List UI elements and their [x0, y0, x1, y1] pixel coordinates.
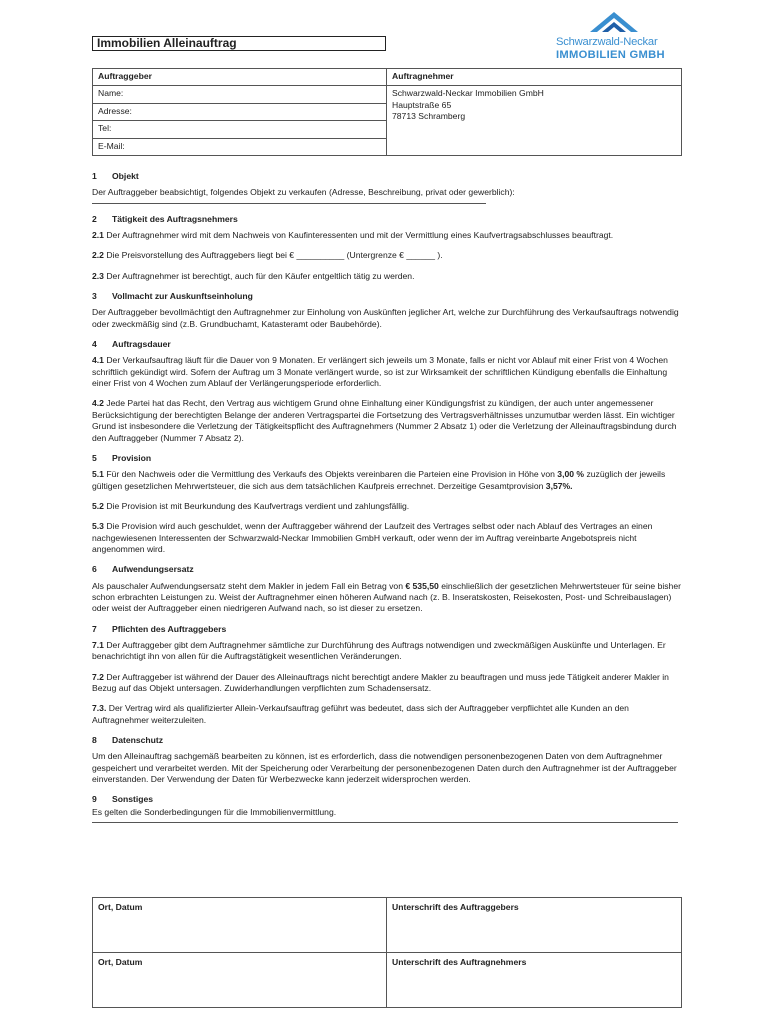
paragraph: 7.3. Der Vertrag wird als qualifizierter Allein-Verkaufsauftrag geführt was bedeutet, dass sich der Auftraggeber verpflichtet alle Kunden an den Auftragnehmer weiterzuleiten.	[92, 703, 629, 725]
client-address-field[interactable]: Adresse:	[93, 103, 387, 120]
agent-address	[387, 86, 682, 156]
party-table	[92, 68, 682, 156]
agent-street: Hauptstraße 65	[392, 99, 452, 110]
paragraph: 2.2 Die Preisvorstellung des Auftraggebers liegt bei € __________ (Untergrenze € ______ ).	[92, 250, 443, 261]
paragraph: Es gelten die Sonderbedingungen für die Immobilienvermittlung.	[92, 806, 337, 817]
section-heading: 6 Aufwendungsersatz	[92, 564, 194, 575]
signature-agent[interactable]: Unterschrift des Auftragnehmers	[387, 953, 682, 1008]
paragraph: 5.3 Die Provision wird auch geschuldet, wenn der Auftraggeber während der Laufzeit des Vertrages selbst oder nach Ablauf des Vertrages an einen nachgewiesenen Interessenten der Schwarzwald-Neckar Immobilien GmbH verkauft, oder wenn der im Auftrag vereinbarte Angebotspreis nicht angenommen wird.	[92, 521, 653, 554]
logo-line-2: IMMOBILIEN GMBH	[556, 48, 665, 61]
agent-company: Schwarzwald-Neckar Immobilien GmbH	[392, 88, 544, 99]
section-heading: 9 Sonstiges	[92, 794, 154, 805]
paragraph: 7.2 Der Auftraggeber ist während der Dauer des Alleinauftrags nicht berechtigt andere Makler zu beauftragen und muss jede Tätigkeit anderer Makler in Bezug auf das Objekt untersagen. Zuwiderhandlungen verpflichten zum Schadensersatz.	[92, 671, 669, 693]
place-date-agent[interactable]: Ort, Datum	[93, 953, 387, 1008]
paragraph: Um den Alleinauftrag sachgemäß bearbeiten zu können, ist es erforderlich, dass die notwendigen personenbezogenen Daten von dem Auftragnehmer gespeichert und verarbeitet werden. Mit der Speicherung oder Verarbeitung der personenbezogenen Daten durch den Auftragnehmer ist der Auftraggeber einverstanden. Der Verwendung der Daten für Werbezwecke kann jederzeit widersprochen werden.	[92, 751, 677, 785]
place-date-client[interactable]: Ort, Datum	[93, 898, 387, 953]
client-header: Auftraggeber	[93, 69, 387, 86]
section-heading: 3 Vollmacht zur Auskunftseinholung	[92, 291, 253, 302]
house-roof-icon	[586, 10, 642, 34]
signature-table	[92, 897, 682, 1008]
client-email-field[interactable]: E-Mail:	[93, 138, 387, 155]
section-heading: 4 Auftragsdauer	[92, 339, 171, 350]
object-fill-line[interactable]	[92, 203, 486, 204]
agent-header: Auftragnehmer	[387, 69, 682, 86]
agent-city: 78713 Schramberg	[392, 111, 466, 122]
logo-line-1: Schwarzwald-Neckar	[556, 36, 658, 48]
company-logo	[556, 10, 670, 68]
section-heading: 1 Objekt	[92, 171, 139, 181]
paragraph: 5.1 Für den Nachweis oder die Vermittlung des Verkaufs des Objekts vereinbaren die Parteien eine Provision in Höhe von 3,00 % zuzüglich der jeweils gültigen gesetzlichen Mehrwertsteuer, die sich aus dem tatsächlichen Kaufpreis errechnet. Derzeitige Gesamtprovision 3,57%.	[92, 469, 666, 491]
client-name-field[interactable]: Name:	[93, 86, 387, 103]
signature-client[interactable]: Unterschrift des Auftraggebers	[387, 898, 682, 953]
contract-body	[92, 164, 682, 833]
section-heading: 2 Tätigkeit des Auftragsnehmers	[92, 213, 238, 224]
misc-fill-line[interactable]	[92, 822, 678, 823]
paragraph: 7.1 Der Auftraggeber gibt dem Auftragnehmer sämtliche zur Durchführung des Auftrags notwendigen und zweckmäßigen Auskünfte und Unterlagen. Er benachrichtigt ihn von allen für die Auftragstätigkeit wesentlichen Veränderungen.	[92, 639, 666, 662]
client-phone-field[interactable]: Tel:	[93, 121, 387, 138]
section-heading: 5 Provision	[92, 452, 152, 463]
paragraph: 2.1 Der Auftragnehmer wird mit dem Nachweis von Kaufinteressenten und mit der Vermittlung eines Kaufvertragsabschlusses beauftragt.	[92, 230, 614, 241]
paragraph: 4.2 Jede Partei hat das Recht, den Vertrag aus wichtigem Grund ohne Einhaltung einer Kündigungsfrist zu kündigen, der auch unter angemessener Berücksichtigung der berechtigten Belange der anderen Vertragspartei die Fortsetzung des Vertragsverhältnisses unzumutbar werden lässt. Ein wichtiger Grund ist insbesondere die Verletzung der Tätigkeitspflicht des Auftragnehmers (Nummer 2 Absatz 1) oder die Verletzung der Alleinauftragsbindung durch den Auftraggeber (Nummer 7 Absatz 2).	[92, 398, 677, 443]
document-title: Immobilien Alleinauftrag	[92, 36, 386, 51]
section-heading: 7 Pflichten des Auftraggebers	[92, 623, 227, 634]
section-heading: 8 Datenschutz	[92, 735, 164, 746]
paragraph: Der Auftraggeber beabsichtigt, folgendes Objekt zu verkaufen (Adresse, Beschreibung, privat oder gewerblich):	[92, 187, 515, 198]
paragraph: 2.3 Der Auftragnehmer ist berechtigt, auch für den Käufer entgeltlich tätig zu werden.	[92, 270, 415, 281]
paragraph: Als pauschaler Aufwendungsersatz steht dem Makler in jedem Fall ein Betrag von € 535,50 einschließlich der gesetzlichen Mehrwertsteuer für seine bisher schon erbrachten Leistungen zu. Weist der Auftragnehmer einen höheren Aufwand nach (z. B. Inseratskosten, Reisekosten, Post- und Schreibauslagen) oder weist der Auftraggeber einen niedrigeren Aufwand nach, so ist dieser zu ersetzen.	[92, 580, 681, 614]
paragraph: 5.2 Die Provision ist mit Beurkundung des Kaufvertrags verdient und zahlungsfällig.	[92, 500, 410, 511]
paragraph: Der Auftraggeber bevollmächtigt den Auftragnehmer zur Einholung von Auskünften jeglicher Art, welche zur Durchführung des Verkaufsauftrags notwendig oder zweckmäßig sind (z.B. Grundbuchamt, Katasteramt oder Baubehörde).	[92, 307, 679, 329]
paragraph: 4.1 Der Verkaufsauftrag läuft für die Dauer von 9 Monaten. Er verlängert sich jeweils um 3 Monate, falls er nicht vor Ablauf mit einer Frist von 4 Wochen schriftlich gekündigt wird. Sofern der Auftrag um 3 Monate verlängert wurde, so ist zur Wirksamkeit der schriftlichen Kündigung ebenfalls die Einhaltung einer Frist von 4 Wochen zum Ablauf der Verlängerungsperiode erforderlich.	[92, 355, 668, 389]
